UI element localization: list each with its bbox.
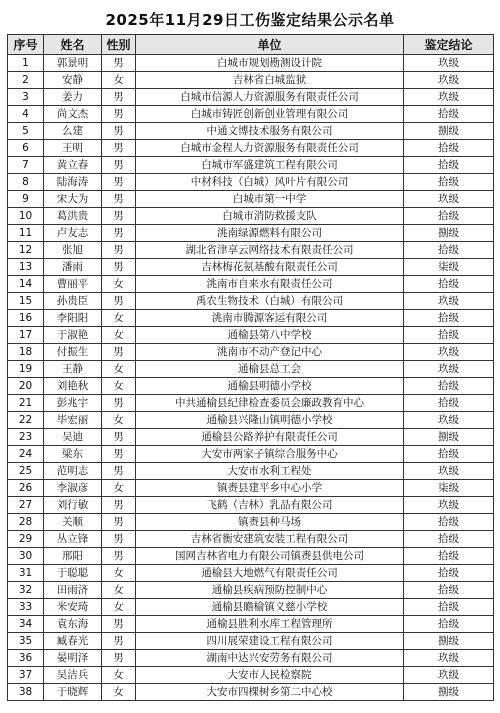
cell-index: 29	[8, 531, 44, 548]
cell-index: 24	[8, 446, 44, 463]
cell-index: 9	[8, 191, 44, 208]
cell-index: 37	[8, 667, 44, 684]
cell-index: 26	[8, 480, 44, 497]
table-row	[8, 395, 494, 412]
table-row	[8, 327, 494, 344]
table-row	[8, 412, 494, 429]
cell-name: 李淑彦	[44, 480, 102, 497]
cell-index: 5	[8, 123, 44, 140]
table-row	[8, 531, 494, 548]
cell-unit: 禹农生物技术（白城）有限公司	[136, 293, 404, 310]
cell-conclusion: 玖级	[404, 463, 494, 480]
cell-index: 4	[8, 106, 44, 123]
cell-conclusion: 捌级	[404, 429, 494, 446]
cell-name: 张旭	[44, 242, 102, 259]
cell-conclusion: 玖级	[404, 293, 494, 310]
cell-gender: 男	[102, 463, 136, 480]
cell-gender: 男	[102, 344, 136, 361]
table-row	[8, 514, 494, 531]
cell-name: 刘行敏	[44, 497, 102, 514]
cell-conclusion: 拾级	[404, 514, 494, 531]
cell-gender: 男	[102, 89, 136, 106]
cell-gender: 男	[102, 514, 136, 531]
cell-name: 于淑艳	[44, 327, 102, 344]
cell-name: 晏明泽	[44, 650, 102, 667]
cell-unit: 通榆县明德小学校	[136, 378, 404, 395]
cell-gender: 女	[102, 361, 136, 378]
table-body	[8, 55, 494, 701]
cell-name: 袁东海	[44, 616, 102, 633]
cell-unit: 吉林省白城监狱	[136, 72, 404, 89]
cell-conclusion: 拾级	[404, 531, 494, 548]
cell-unit: 白城市军盛建筑工程有限公司	[136, 157, 404, 174]
cell-unit: 飞鹤（吉林）乳品有限公司	[136, 497, 404, 514]
table-row	[8, 446, 494, 463]
cell-gender: 男	[102, 548, 136, 565]
cell-unit: 白城市信源人力资源服务有限责任公司	[136, 89, 404, 106]
cell-unit: 通榆县第八中学校	[136, 327, 404, 344]
table-row	[8, 259, 494, 276]
table-row	[8, 242, 494, 259]
cell-name: 王静	[44, 361, 102, 378]
table-row	[8, 276, 494, 293]
cell-name: 关顺	[44, 514, 102, 531]
cell-name: 田雨济	[44, 582, 102, 599]
cell-unit: 国网吉林省电力有限公司镇赉县供电公司	[136, 548, 404, 565]
cell-index: 21	[8, 395, 44, 412]
cell-gender: 男	[102, 208, 136, 225]
cell-name: 臧春光	[44, 633, 102, 650]
cell-gender: 男	[102, 191, 136, 208]
cell-conclusion: 拾级	[404, 446, 494, 463]
cell-name: 安静	[44, 72, 102, 89]
table-row	[8, 633, 494, 650]
cell-unit: 湖北省津享云网络技术有限责任公司	[136, 242, 404, 259]
cell-name: 葛洪贵	[44, 208, 102, 225]
cell-index: 11	[8, 225, 44, 242]
table-row	[8, 310, 494, 327]
cell-index: 36	[8, 650, 44, 667]
cell-name: 王明	[44, 140, 102, 157]
cell-name: 付振生	[44, 344, 102, 361]
cell-name: 李阳阳	[44, 310, 102, 327]
cell-conclusion: 拾级	[404, 106, 494, 123]
cell-index: 7	[8, 157, 44, 174]
cell-unit: 洮南市自来水有限责任公司	[136, 276, 404, 293]
cell-conclusion: 拾级	[404, 174, 494, 191]
cell-name: 于晓辉	[44, 684, 102, 701]
cell-gender: 男	[102, 123, 136, 140]
cell-unit: 大安市人民检察院	[136, 667, 404, 684]
cell-name: 毕宏丽	[44, 412, 102, 429]
cell-conclusion: 捌级	[404, 684, 494, 701]
cell-conclusion: 玖级	[404, 650, 494, 667]
cell-conclusion: 拾级	[404, 582, 494, 599]
table-row	[8, 140, 494, 157]
cell-unit: 中材科技（白城）风叶片有限公司	[136, 174, 404, 191]
cell-gender: 男	[102, 259, 136, 276]
cell-unit: 镇赉县建平乡中心小学	[136, 480, 404, 497]
cell-conclusion: 玖级	[404, 89, 494, 106]
cell-conclusion: 玖级	[404, 412, 494, 429]
header-unit: 单位	[136, 35, 404, 55]
cell-unit: 四川展荣建设工程有限公司	[136, 633, 404, 650]
cell-conclusion: 拾级	[404, 378, 494, 395]
cell-gender: 男	[102, 174, 136, 191]
cell-unit: 通榆县公路养护有限责任公司	[136, 429, 404, 446]
cell-unit: 大安市水利工程处	[136, 463, 404, 480]
cell-gender: 男	[102, 497, 136, 514]
cell-index: 38	[8, 684, 44, 701]
cell-index: 20	[8, 378, 44, 395]
cell-conclusion: 拾级	[404, 310, 494, 327]
cell-conclusion: 柒级	[404, 259, 494, 276]
cell-conclusion: 拾级	[404, 140, 494, 157]
cell-index: 3	[8, 89, 44, 106]
cell-gender: 女	[102, 480, 136, 497]
cell-conclusion: 拾级	[404, 616, 494, 633]
cell-gender: 男	[102, 531, 136, 548]
cell-gender: 女	[102, 582, 136, 599]
cell-name: 陆海涛	[44, 174, 102, 191]
table-row	[8, 106, 494, 123]
table-row	[8, 599, 494, 616]
cell-conclusion: 玖级	[404, 191, 494, 208]
cell-index: 18	[8, 344, 44, 361]
cell-index: 13	[8, 259, 44, 276]
cell-gender: 男	[102, 616, 136, 633]
cell-conclusion: 拾级	[404, 276, 494, 293]
cell-name: 吴洁兵	[44, 667, 102, 684]
cell-unit: 中通文博技术服务有限公司	[136, 123, 404, 140]
cell-index: 10	[8, 208, 44, 225]
table-row	[8, 667, 494, 684]
cell-index: 34	[8, 616, 44, 633]
cell-conclusion: 玖级	[404, 361, 494, 378]
cell-name: 范明志	[44, 463, 102, 480]
cell-index: 6	[8, 140, 44, 157]
table-row	[8, 548, 494, 565]
cell-conclusion: 捌级	[404, 633, 494, 650]
header-conclusion: 鉴定结论	[404, 35, 494, 55]
cell-conclusion: 拾级	[404, 565, 494, 582]
table-row	[8, 480, 494, 497]
table-header-row	[8, 35, 494, 55]
cell-index: 28	[8, 514, 44, 531]
cell-name: 姜力	[44, 89, 102, 106]
cell-conclusion: 捌级	[404, 123, 494, 140]
table-row	[8, 684, 494, 701]
cell-index: 25	[8, 463, 44, 480]
cell-gender: 女	[102, 565, 136, 582]
cell-conclusion: 玖级	[404, 55, 494, 72]
table-row	[8, 174, 494, 191]
cell-conclusion: 拾级	[404, 208, 494, 225]
cell-unit: 通榆县大地燃气有限责任公司	[136, 565, 404, 582]
cell-gender: 男	[102, 106, 136, 123]
cell-name: 刘艳秋	[44, 378, 102, 395]
cell-gender: 男	[102, 633, 136, 650]
cell-name: 曹丽平	[44, 276, 102, 293]
cell-unit: 白城市铸匠创新创业管理有限公司	[136, 106, 404, 123]
table-row	[8, 225, 494, 242]
cell-unit: 通榆县胜利水库工程管理所	[136, 616, 404, 633]
cell-gender: 女	[102, 72, 136, 89]
cell-conclusion: 柒级	[404, 480, 494, 497]
table-row	[8, 89, 494, 106]
header-index: 序号	[8, 35, 44, 55]
cell-conclusion: 拾级	[404, 157, 494, 174]
table-row	[8, 208, 494, 225]
cell-gender: 男	[102, 157, 136, 174]
cell-gender: 男	[102, 429, 136, 446]
cell-index: 16	[8, 310, 44, 327]
cell-index: 23	[8, 429, 44, 446]
cell-name: 丛立锋	[44, 531, 102, 548]
cell-name: 梁东	[44, 446, 102, 463]
table-row	[8, 344, 494, 361]
cell-index: 8	[8, 174, 44, 191]
cell-conclusion: 拾级	[404, 395, 494, 412]
cell-gender: 女	[102, 599, 136, 616]
cell-unit: 白城市规划勘测设计院	[136, 55, 404, 72]
cell-index: 15	[8, 293, 44, 310]
cell-index: 19	[8, 361, 44, 378]
cell-unit: 通榆县瞻榆镇义慈小学校	[136, 599, 404, 616]
cell-name: 么建	[44, 123, 102, 140]
cell-gender: 女	[102, 276, 136, 293]
cell-unit: 白城市消防救援支队	[136, 208, 404, 225]
cell-conclusion: 拾级	[404, 548, 494, 565]
cell-unit: 镇赉县种马场	[136, 514, 404, 531]
cell-unit: 大安市四棵树乡第二中心校	[136, 684, 404, 701]
table-row	[8, 123, 494, 140]
table-row	[8, 191, 494, 208]
cell-unit: 白城市第一中学	[136, 191, 404, 208]
cell-index: 30	[8, 548, 44, 565]
cell-name: 米安琦	[44, 599, 102, 616]
cell-unit: 湖南中达兴安劳务有限公司	[136, 650, 404, 667]
header-gender: 性别	[102, 35, 136, 55]
cell-gender: 女	[102, 412, 136, 429]
cell-unit: 通榆县总工会	[136, 361, 404, 378]
cell-unit: 白城市金程人力资源服务有限责任公司	[136, 140, 404, 157]
table-row	[8, 616, 494, 633]
cell-name: 孙贵臣	[44, 293, 102, 310]
cell-gender: 女	[102, 327, 136, 344]
cell-name: 尚文杰	[44, 106, 102, 123]
cell-gender: 男	[102, 140, 136, 157]
cell-unit: 洮南绿源燃料有限公司	[136, 225, 404, 242]
cell-unit: 通榆县兴隆山镇明德小学校	[136, 412, 404, 429]
cell-name: 邢阳	[44, 548, 102, 565]
cell-name: 郭景明	[44, 55, 102, 72]
cell-gender: 男	[102, 293, 136, 310]
cell-name: 卢友志	[44, 225, 102, 242]
cell-index: 14	[8, 276, 44, 293]
cell-index: 12	[8, 242, 44, 259]
cell-gender: 女	[102, 684, 136, 701]
table-row	[8, 429, 494, 446]
cell-unit: 大安市两家子镇综合服务中心	[136, 446, 404, 463]
cell-index: 2	[8, 72, 44, 89]
cell-unit: 吉林梅花氨基酸有限责任公司	[136, 259, 404, 276]
cell-gender: 男	[102, 446, 136, 463]
cell-unit: 中共通榆县纪律检查委员会廉政教育中心	[136, 395, 404, 412]
cell-conclusion: 拾级	[404, 242, 494, 259]
cell-gender: 男	[102, 395, 136, 412]
cell-name: 潘雨	[44, 259, 102, 276]
cell-index: 27	[8, 497, 44, 514]
cell-name: 于聪聪	[44, 565, 102, 582]
cell-gender: 女	[102, 667, 136, 684]
cell-index: 31	[8, 565, 44, 582]
cell-name: 黄立春	[44, 157, 102, 174]
cell-unit: 通榆县疾病预防控制中心	[136, 582, 404, 599]
cell-index: 1	[8, 55, 44, 72]
cell-conclusion: 拾级	[404, 599, 494, 616]
table-row	[8, 72, 494, 89]
cell-conclusion: 玖级	[404, 344, 494, 361]
cell-gender: 男	[102, 225, 136, 242]
cell-conclusion: 玖级	[404, 72, 494, 89]
table-row	[8, 582, 494, 599]
cell-conclusion: 玖级	[404, 667, 494, 684]
table-row	[8, 55, 494, 72]
cell-conclusion: 拾级	[404, 327, 494, 344]
cell-conclusion: 捌级	[404, 225, 494, 242]
cell-gender: 男	[102, 650, 136, 667]
cell-conclusion: 玖级	[404, 497, 494, 514]
cell-index: 32	[8, 582, 44, 599]
cell-name: 彭兆宇	[44, 395, 102, 412]
table-row	[8, 497, 494, 514]
table-row	[8, 293, 494, 310]
header-name: 姓名	[44, 35, 102, 55]
cell-name: 吴迪	[44, 429, 102, 446]
cell-index: 35	[8, 633, 44, 650]
cell-gender: 女	[102, 310, 136, 327]
cell-index: 33	[8, 599, 44, 616]
table-row	[8, 463, 494, 480]
cell-gender: 男	[102, 55, 136, 72]
cell-unit: 吉林省衡安建筑安装工程有限公司	[136, 531, 404, 548]
cell-gender: 男	[102, 242, 136, 259]
table-row	[8, 157, 494, 174]
table-row	[8, 650, 494, 667]
cell-unit: 洮南市腾源客运有限公司	[136, 310, 404, 327]
table-row	[8, 565, 494, 582]
cell-index: 17	[8, 327, 44, 344]
cell-name: 宋大为	[44, 191, 102, 208]
cell-unit: 洮南市不动产登记中心	[136, 344, 404, 361]
table-row	[8, 378, 494, 395]
document-title: 2025年11月29日工伤鉴定结果公示名单	[105, 11, 395, 29]
results-table	[7, 34, 494, 701]
cell-index: 22	[8, 412, 44, 429]
cell-gender: 女	[102, 378, 136, 395]
table-row	[8, 361, 494, 378]
